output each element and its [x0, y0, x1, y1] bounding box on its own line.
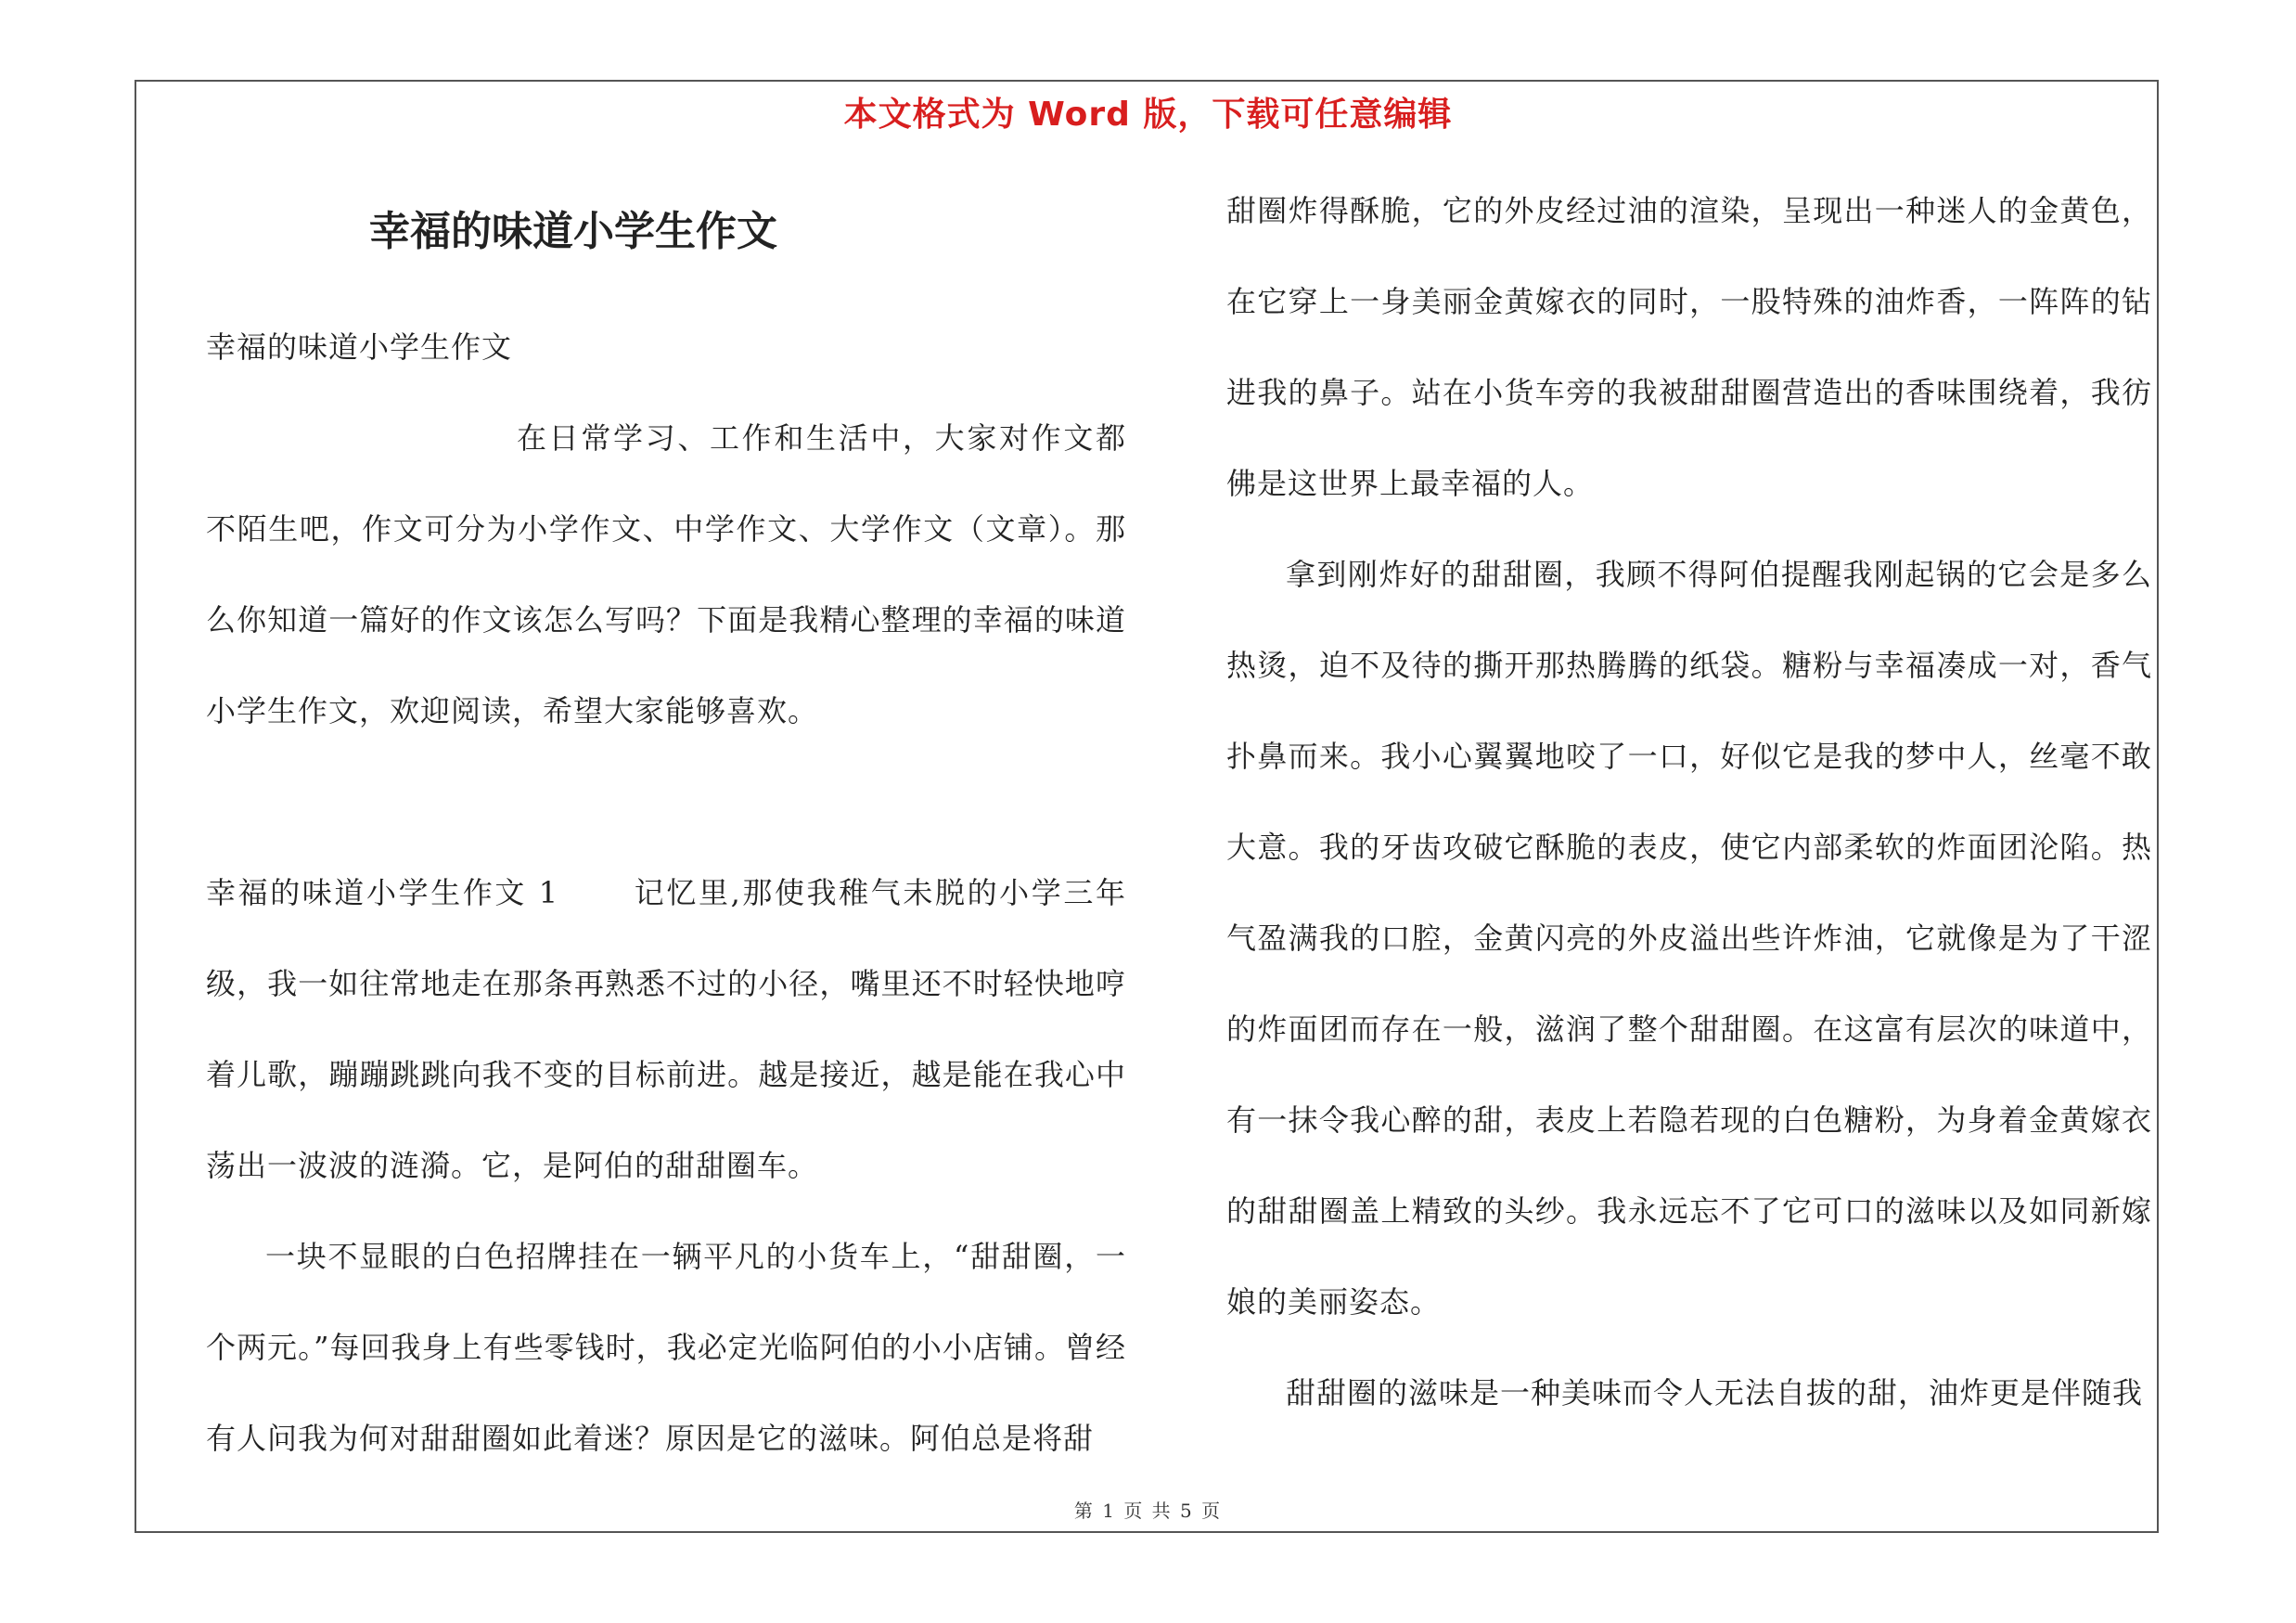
right-column: [1226, 165, 2152, 1438]
essay-paragraph-1-text: 记忆里,那使我稚气未脱的小学三年级，我一如往常地走在那条再熟悉不过的小径，嘴里还不时轻快地哼着儿歌，蹦蹦跳跳向我不变的目标前进。越是接近，越是能在我心中荡出一波波的涟漪。它，是阿伯的甜甜圈车。: [206, 875, 1126, 1183]
document-title: 幸福的味道小学生作文: [369, 208, 777, 255]
essay-paragraph-3: 甜圈炸得酥脆，它的外皮经过油的渲染，呈现出一种迷人的金黄色，在它穿上一身美丽金黄嫁衣的同时，一股特殊的油炸香，一阵阵的钻进我的鼻子。站在小货车旁的我被甜甜圈营造出的香味围绕着，我彷佛是这世界上最幸福的人。: [1226, 193, 2152, 501]
essay-paragraph-2: 一块不显眼的白色招牌挂在一辆平凡的小货车上，“甜甜圈，一个两元。”每回我身上有些零钱时，我必定光临阿伯的小小店铺。曾经有人问我为何对甜甜圈如此着迷？原因是它的滋味。阿伯总是将甜: [206, 1239, 1126, 1456]
spacer: [206, 756, 1126, 847]
essay-paragraph-5: 甜甜圈的滋味是一种美味而令人无法自拔的甜，油炸更是伴随我: [1286, 1375, 2144, 1410]
intro-paragraph: 在日常学习、工作和生活中，大家对作文都不陌生吧，作文可分为小学作文、中学作文、大学作文（文章）。那么你知道一篇好的作文该怎么写吗？下面是我精心整理的幸福的味道小学生作文，欢迎阅读，希望大家能够喜欢。: [206, 420, 1126, 728]
document-subtitle: 幸福的味道小学生作文: [206, 329, 513, 365]
format-banner: 本文格式为 Word 版，下载可任意编辑: [843, 96, 1453, 134]
left-column: [206, 176, 1126, 1484]
essay-paragraph-4: 拿到刚炸好的甜甜圈，我顾不得阿伯提醒我刚起锅的它会是多么热烫，迫不及待的撕开那热腾腾的纸袋。糖粉与幸福凑成一对，香气扑鼻而来。我小心翼翼地咬了一口，好似它是我的梦中人，丝毫不敢大意。我的牙齿攻破它酥脆的表皮，使它内部柔软的炸面团沦陷。热气盈满我的口腔，金黄闪亮的外皮溢出些许炸油，它就像是为了干涩的炸面团而存在一般，滋润了整个甜甜圈。在这富有层次的味道中，有一抹令我心醉的甜，表皮上若隐若现的白色糖粉，为身着金黄嫁衣的甜甜圈盖上精致的头纱。我永远忘不了它可口的滋味以及如同新嫁娘的美丽姿态。: [1226, 557, 2152, 1320]
page-footer: 第 1 页 共 5 页: [1073, 1500, 1223, 1522]
essay-paragraph-1: [206, 847, 1126, 1211]
essay-heading: 幸福的味道小学生作文 1: [206, 875, 559, 910]
